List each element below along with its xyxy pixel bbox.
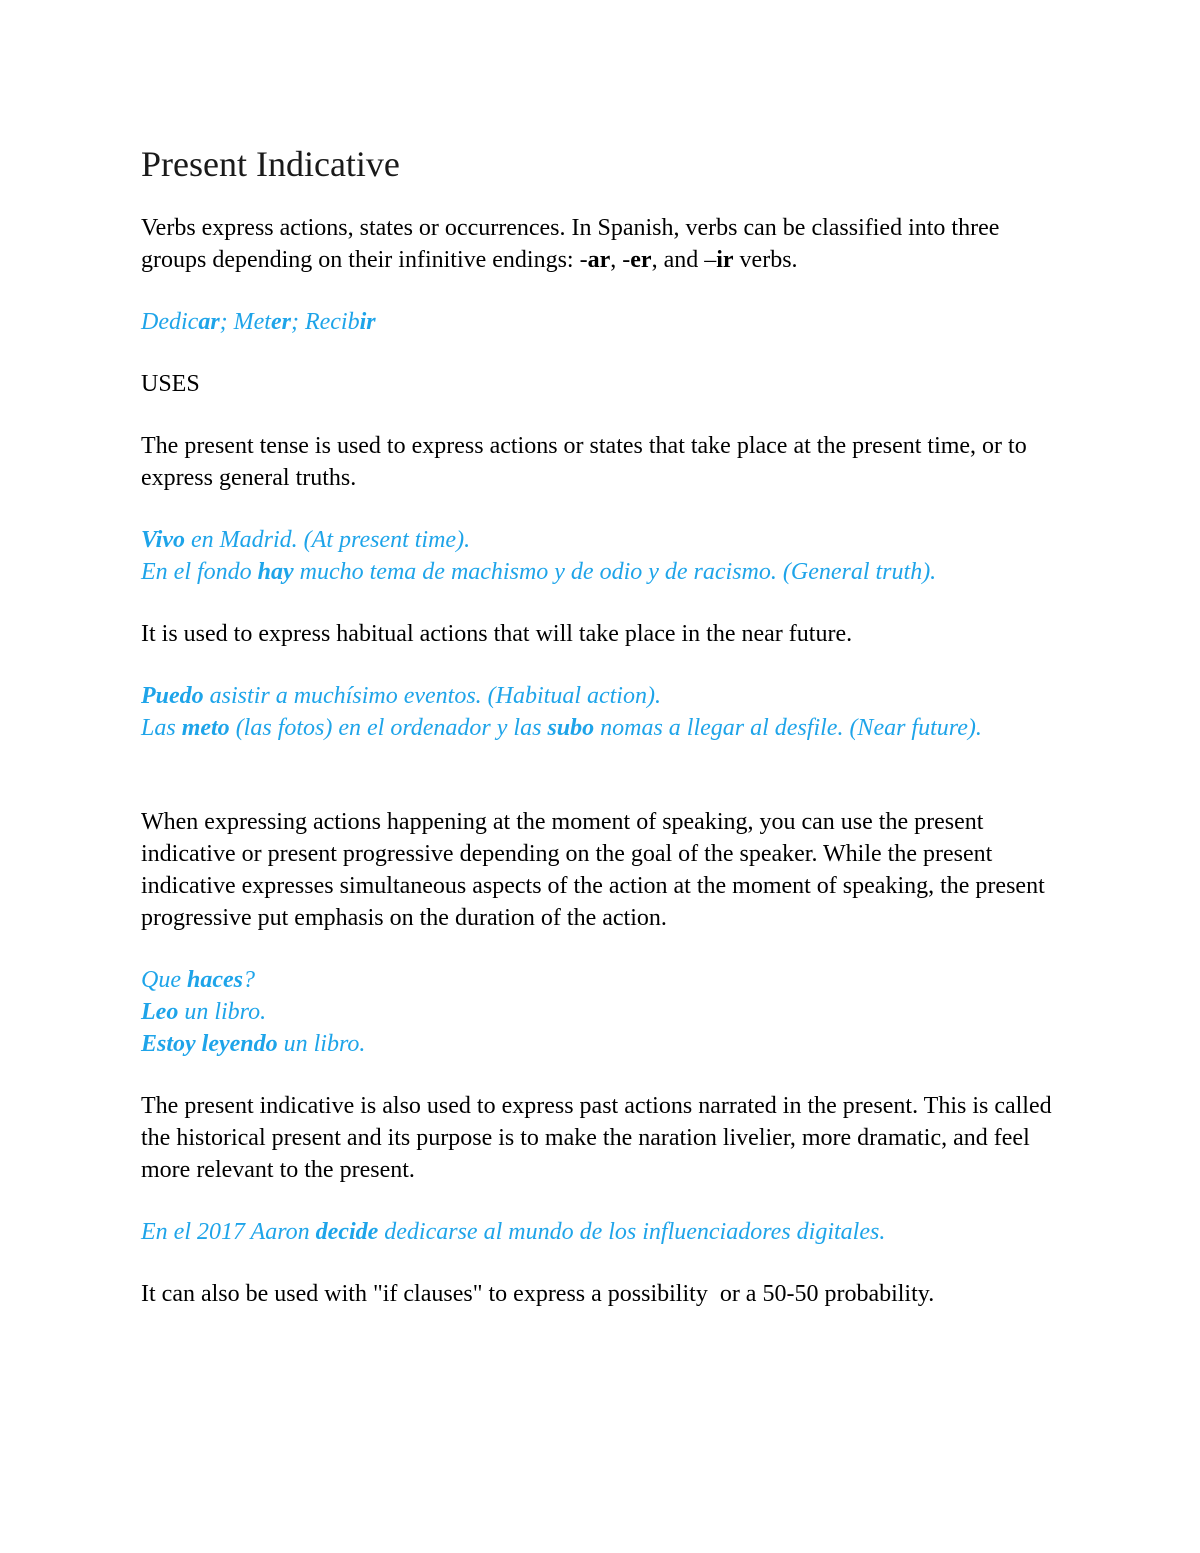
verb-ending: ir [359, 309, 376, 335]
ending-er: er [630, 247, 652, 273]
example-text: Que [141, 967, 187, 993]
verb-ending: ar [198, 309, 220, 335]
example-text: un libro. [277, 1031, 366, 1057]
page-title: Present Indicative [141, 144, 400, 184]
example-verb: Puedo [141, 683, 204, 709]
example-text: ? [242, 967, 255, 993]
intro-text: Verbs express actions, states or occurrences. In Spanish, verbs can be classified into three groups depending on their infinitive endings: - [141, 215, 1000, 273]
example-text: En el fondo [141, 559, 258, 585]
example-verb: decide [315, 1219, 379, 1245]
example-text: dedicarse al mundo de los influenciadores digitales. [378, 1219, 886, 1245]
uses-heading: USES [141, 371, 200, 397]
verb-stem: ; Recib [290, 309, 360, 335]
intro-text-end: verbs. [733, 247, 798, 273]
verb-examples [141, 306, 1061, 338]
example-line [141, 996, 1061, 1028]
example-text: Las [141, 715, 182, 741]
example-line [141, 680, 1061, 712]
example-verb: haces [186, 967, 243, 993]
example-verb: Vivo [141, 527, 186, 553]
document-content [141, 138, 1061, 1310]
example-verb: meto [181, 715, 230, 741]
uses-paragraph-4: The present indicative is also used to express past actions narrated in the present. This is called the historical present and its purpose is to make the naration livelier, more dramatic, and feel more relevant to the present. [141, 1093, 1052, 1183]
example-verb: subo [547, 715, 595, 741]
example-text: un libro. [178, 999, 267, 1025]
example-text: en Madrid. (At present time). [185, 527, 471, 553]
example-text: (las fotos) en el ordenador y las [229, 715, 548, 741]
verb-stem: Dedic [141, 309, 199, 335]
example-text: mucho tema de machismo y de odio y de racismo. (General truth). [293, 559, 937, 585]
example-text: En el 2017 Aaron [141, 1219, 316, 1245]
uses-paragraph-1: The present tense is used to express actions or states that take place at the present time, or to express general truths. [141, 433, 1027, 491]
ending-ar: ar [587, 247, 611, 273]
example-line [141, 524, 1061, 556]
intro-paragraph [141, 212, 1061, 276]
uses-paragraph-5: It can also be used with "if clauses" to express a possibility or a 50-50 probability. [141, 1281, 935, 1307]
verb-stem: ; Met [219, 309, 271, 335]
example-text: asistir a muchísimo eventos. (Habitual action). [203, 683, 661, 709]
uses-paragraph-3: When expressing actions happening at the moment of speaking, you can use the present indicative or present progressive depending on the goal of the speaker. While the present indicative expresses simultaneous aspects of the action at the moment of speaking, the present progressive put emphasis on the duration of the action. [141, 809, 1045, 931]
example-text: nomas a llegar al desfile. (Near future). [594, 715, 982, 741]
example-line [141, 556, 1061, 588]
uses-paragraph-2: It is used to express habitual actions that will take place in the near future. [141, 621, 853, 647]
intro-sep: , and – [651, 247, 717, 273]
example-line [141, 712, 1061, 744]
ending-ir: ir [716, 247, 734, 273]
example-verb: Leo [141, 999, 179, 1025]
example-line [141, 1028, 1061, 1060]
example-line [141, 964, 1061, 996]
example-verb: hay [257, 559, 294, 585]
intro-sep: , - [610, 247, 631, 273]
example-verb: Estoy leyendo [141, 1031, 278, 1057]
example-line [141, 1216, 1061, 1248]
verb-ending: er [270, 309, 291, 335]
